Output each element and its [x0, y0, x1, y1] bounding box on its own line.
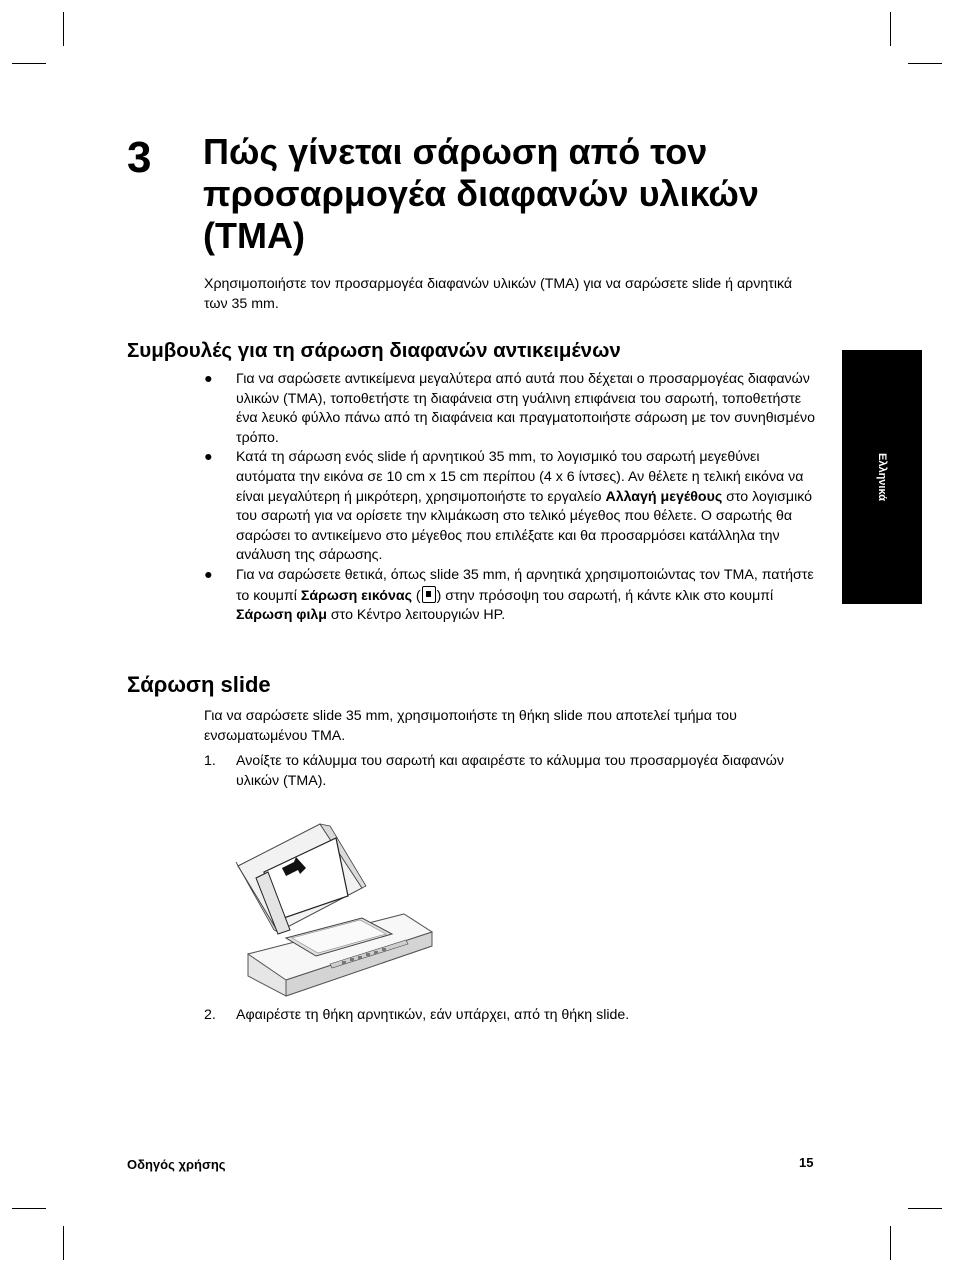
scan-picture-label: Σάρωση εικόνας	[300, 587, 412, 604]
crop-mark	[12, 63, 46, 64]
scanner-illustration	[234, 820, 434, 1002]
page-number: 15	[799, 1155, 814, 1170]
list-item	[204, 448, 816, 566]
language-tab-label: Ελληνικά	[876, 453, 888, 501]
language-tab	[842, 350, 922, 604]
resize-tool-name: Αλλαγή μεγέθους	[605, 488, 723, 505]
step-number: 1.	[204, 753, 216, 769]
chapter-title: Πώς γίνεται σάρωση από τον προσαρμογέα διαφανών υλικών (TMA)	[203, 131, 759, 256]
bullet-text: στο Κέντρο λειτουργιών HP.	[326, 607, 506, 624]
list-item	[204, 566, 816, 626]
tips-list	[204, 370, 816, 626]
bullet-text: Κατά τη σάρωση ενός slide ή αρνητικού 35 mm, το λογισμικό του σαρωτή μεγεθύνει αυτόματα την εικόνα σε 10 cm x 15 cm περίπου (4 x 6 ίντσες). Αν θέλετε η τελική εικόνα να είναι μεγαλύτερη ή μικρότερη, χρησιμοποιήστε το εργαλείο	[236, 449, 804, 505]
crop-mark	[63, 12, 64, 46]
chapter-number: 3	[127, 133, 152, 182]
bullet-text: Για να σαρώσετε αντικείμενα μεγαλύτερα από αυτά που δέχεται ο προσαρμογέας διαφανών υλικών (TMA), τοποθετήστε τη διαφάνεια στη γυάλινη επιφάνεια του σαρωτή, τοποθετήστε ένα λευκό φύλλο πάνω από τη διαφάνεια και πραγματοποιήστε σάρωση με τον συνηθισμένο τρόπο.	[236, 371, 816, 446]
step-item	[204, 1006, 804, 1026]
crop-mark	[908, 63, 942, 64]
bullet-icon: ●	[204, 371, 213, 387]
footer-guide-title: Οδηγός χρήσης	[127, 1157, 226, 1172]
step-number: 2.	[204, 1007, 216, 1023]
bullet-icon: ●	[204, 449, 213, 466]
slide-intro: Για να σαρώσετε slide 35 mm, χρησιμοποιήστε τη θήκη slide που αποτελεί τμήμα του ενσωματωμένου TMA.	[204, 708, 737, 744]
list-item	[204, 370, 816, 448]
crop-mark	[63, 1226, 64, 1260]
slide-heading: Σάρωση slide	[127, 672, 271, 697]
crop-mark	[12, 1208, 46, 1209]
bullet-text: στο λογισμικό του σαρωτή για να ορίσετε την κλιμάκωση στο τελικό μέγεθος που θέλετε. Ο σαρωτής θα σαρώσει το αντικείμενο στο μέγεθος που επιλέξατε και θα προσαρμόσει κατάλληλα την ανάλυση της σάρωσης.	[236, 488, 813, 564]
crop-mark	[908, 1208, 942, 1209]
step-item	[204, 752, 804, 791]
crop-mark	[890, 12, 891, 46]
scan-picture-button-icon	[422, 586, 436, 603]
step-text: Αφαιρέστε τη θήκη αρνητικών, εάν υπάρχει, από τη θήκη slide.	[236, 1007, 630, 1023]
step-text: Ανοίξτε το κάλυμμα του σαρωτή και αφαιρέστε το κάλυμμα του προσαρμογέα διαφανών υλικών (TMA).	[236, 753, 784, 789]
crop-mark	[890, 1226, 891, 1260]
bullet-icon: ●	[204, 566, 213, 583]
bullet-text: Για να σαρώσετε θετικά, όπως slide 35 mm, ή αρνητικά χρησιμοποιώντας τον TMA, πατήστε το κουμπί	[236, 566, 814, 604]
bullet-text: (	[411, 587, 421, 604]
tips-heading: Συμβουλές για τη σάρωση διαφανών αντικειμένων	[127, 339, 621, 362]
intro-paragraph: Χρησιμοποιήστε τον προσαρμογέα διαφανών υλικών (TMA) για να σαρώσετε slide ή αρνητικά των 35 mm.	[204, 276, 793, 312]
bullet-text: ) στην πρόσοψη του σαρωτή, ή κάντε κλικ στο κουμπί	[436, 587, 774, 604]
scan-film-label: Σάρωση φιλμ	[236, 607, 327, 624]
